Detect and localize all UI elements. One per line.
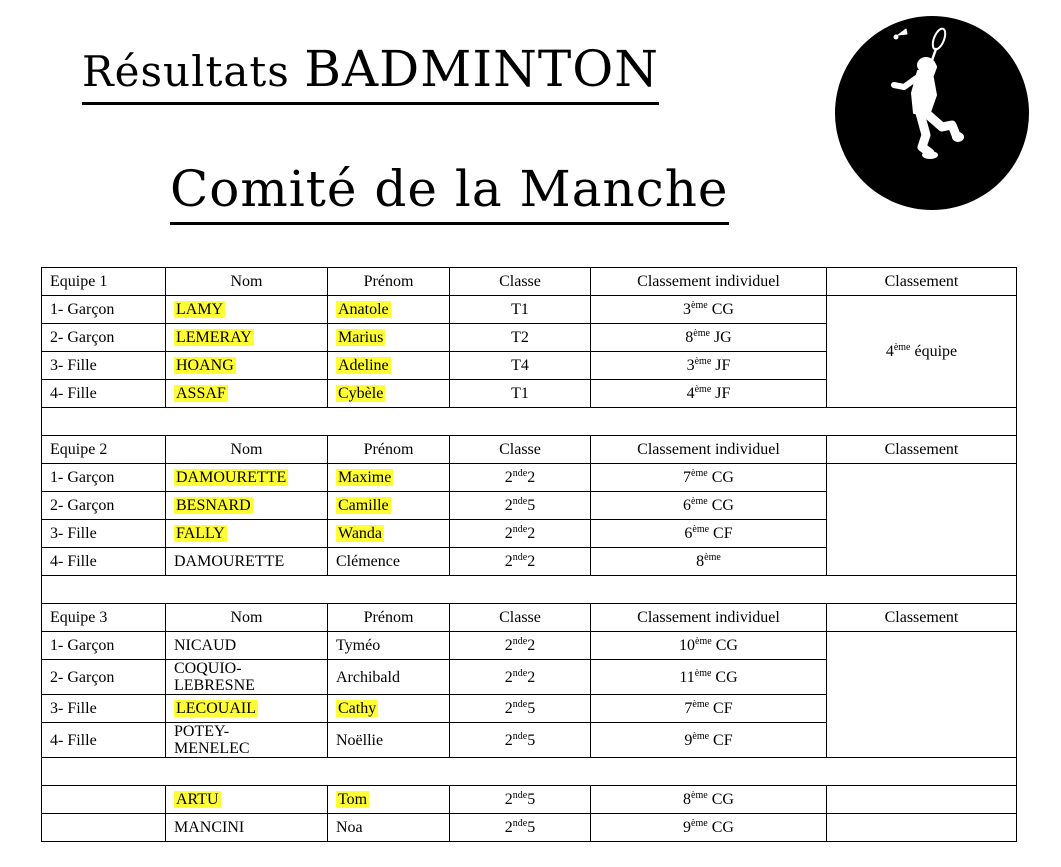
superscript: ème — [694, 356, 712, 367]
results-table — [41, 267, 1017, 842]
table-row — [42, 464, 1017, 492]
header-prenom: Prénom — [328, 268, 450, 296]
team-classement — [827, 814, 1017, 842]
player-classe: 2nde2 — [450, 632, 591, 660]
team-header-row — [42, 604, 1017, 632]
player-nom: POTEY- MENELEC — [166, 723, 328, 758]
highlight-mark: BESNARD — [176, 497, 251, 514]
player-prenom: Noa — [328, 814, 450, 842]
highlight-mark: Cybèle — [338, 385, 384, 402]
player-classement-individuel: 8ème CG — [591, 786, 827, 814]
player-role — [42, 814, 166, 842]
player-classe: 2nde2 — [450, 464, 591, 492]
player-classe: T4 — [450, 352, 591, 380]
highlight-mark: Maxime — [338, 469, 392, 486]
player-nom — [166, 786, 328, 814]
team-label: Equipe 1 — [42, 268, 166, 296]
player-role: 4- Fille — [42, 723, 166, 758]
player-classement-individuel: 7ème CF — [591, 695, 827, 723]
table-row — [42, 296, 1017, 324]
superscript: nde — [512, 818, 528, 829]
header-classement: Classement — [827, 268, 1017, 296]
header-classe: Classe — [450, 604, 591, 632]
player-nom: NICAUD — [166, 632, 328, 660]
player-classement-individuel: 6ème CG — [591, 492, 827, 520]
player-nom — [166, 380, 328, 408]
player-prenom — [328, 520, 450, 548]
team-classement — [827, 632, 1017, 758]
highlight-mark: FALLY — [176, 525, 225, 542]
player-classe: 2nde2 — [450, 548, 591, 576]
header-nom: Nom — [166, 604, 328, 632]
superscript: ème — [691, 818, 708, 829]
player-classement-individuel: 9ème CG — [591, 814, 827, 842]
player-classe: T1 — [450, 380, 591, 408]
player-prenom — [328, 492, 450, 520]
header-prenom: Prénom — [328, 604, 450, 632]
team-classement — [827, 786, 1017, 814]
player-nom: COQUIO- LEBRESNE — [166, 660, 328, 695]
subtitle-underline — [170, 222, 729, 225]
player-prenom: Clémence — [328, 548, 450, 576]
player-prenom — [328, 464, 450, 492]
table-row — [42, 814, 1017, 842]
superscript: nde — [512, 730, 528, 742]
team-label: Equipe 3 — [42, 604, 166, 632]
highlight-mark: LEMERAY — [176, 329, 252, 346]
highlight-mark: Tom — [338, 791, 368, 808]
header-individuel: Classement individuel — [591, 268, 827, 296]
player-prenom: Noëllie — [328, 723, 450, 758]
player-classe: 2nde5 — [450, 723, 591, 758]
player-prenom: Tyméo — [328, 632, 450, 660]
player-classement-individuel: 8ème — [591, 548, 827, 576]
player-nom — [166, 324, 328, 352]
player-role: 4- Fille — [42, 548, 166, 576]
highlight-mark: LAMY — [176, 301, 224, 318]
superscript: ème — [691, 468, 708, 479]
table-row — [42, 632, 1017, 660]
title-underline — [82, 102, 659, 105]
header-nom: Nom — [166, 268, 328, 296]
player-nom — [166, 352, 328, 380]
player-nom — [166, 492, 328, 520]
superscript: nde — [512, 699, 528, 710]
superscript: nde — [512, 524, 528, 535]
superscript: ème — [695, 636, 712, 647]
results-body — [42, 268, 1017, 842]
player-role: 2- Garçon — [42, 324, 166, 352]
team-classement: 4ème équipe — [827, 296, 1017, 408]
player-classement-individuel: 9ème CF — [591, 723, 827, 758]
superscript: nde — [512, 552, 528, 563]
superscript: nde — [512, 468, 528, 479]
superscript: ème — [893, 342, 911, 353]
superscript: nde — [512, 496, 528, 507]
superscript: nde — [512, 636, 528, 647]
separator-cell — [42, 408, 1017, 436]
highlight-mark: Cathy — [338, 700, 377, 717]
superscript: ème — [692, 524, 710, 535]
highlight-mark: HOANG — [176, 357, 234, 374]
superscript: ème — [694, 667, 712, 679]
player-role: 1- Garçon — [42, 464, 166, 492]
player-classement-individuel: 8ème JG — [591, 324, 827, 352]
superscript: ème — [692, 730, 710, 742]
player-classe: 2nde5 — [450, 786, 591, 814]
highlight-mark: DAMOURETTE — [176, 469, 287, 486]
team-label: Equipe 2 — [42, 436, 166, 464]
player-classement-individuel: 10ème CG — [591, 632, 827, 660]
team-header-row — [42, 436, 1017, 464]
superscript: ème — [692, 699, 710, 710]
header-classement: Classement — [827, 604, 1017, 632]
player-nom — [166, 296, 328, 324]
player-classement-individuel: 4ème JF — [591, 380, 827, 408]
highlight-mark: ARTU — [176, 791, 219, 808]
player-classement-individuel: 7ème CG — [591, 464, 827, 492]
player-nom — [166, 464, 328, 492]
player-prenom — [328, 380, 450, 408]
highlight-mark: Camille — [338, 497, 389, 514]
player-classement-individuel: 6ème CF — [591, 520, 827, 548]
player-role: 3- Fille — [42, 695, 166, 723]
highlight-mark: ASSAF — [176, 385, 226, 402]
player-prenom — [328, 352, 450, 380]
player-prenom — [328, 695, 450, 723]
superscript: nde — [512, 790, 528, 801]
player-role: 3- Fille — [42, 520, 166, 548]
superscript: ème — [693, 328, 710, 339]
player-role: 2- Garçon — [42, 660, 166, 695]
header-individuel: Classement individuel — [591, 604, 827, 632]
player-classement-individuel: 3ème JF — [591, 352, 827, 380]
superscript: ème — [691, 790, 708, 801]
separator-cell — [42, 758, 1017, 786]
separator-row — [42, 576, 1017, 604]
team-header-row — [42, 268, 1017, 296]
player-role: 3- Fille — [42, 352, 166, 380]
player-classe: 2nde5 — [450, 695, 591, 723]
separator-cell — [42, 576, 1017, 604]
superscript: ème — [691, 300, 708, 311]
header-classe: Classe — [450, 436, 591, 464]
player-prenom — [328, 324, 450, 352]
player-classe: 2nde2 — [450, 520, 591, 548]
player-prenom — [328, 296, 450, 324]
player-classement-individuel: 3ème CG — [591, 296, 827, 324]
player-classe: T2 — [450, 324, 591, 352]
page-subtitle — [170, 160, 729, 225]
player-role: 1- Garçon — [42, 296, 166, 324]
table-row — [42, 786, 1017, 814]
highlight-mark: Wanda — [338, 525, 383, 542]
player-nom — [166, 520, 328, 548]
superscript: ème — [694, 384, 712, 395]
page-title — [82, 40, 659, 105]
header-nom: Nom — [166, 436, 328, 464]
player-role: 1- Garçon — [42, 632, 166, 660]
player-role — [42, 786, 166, 814]
superscript: ème — [704, 552, 721, 563]
superscript: ème — [691, 496, 708, 507]
highlight-mark: LECOUAIL — [176, 700, 256, 717]
player-classe: 2nde5 — [450, 814, 591, 842]
player-prenom — [328, 786, 450, 814]
player-role: 2- Garçon — [42, 492, 166, 520]
highlight-mark: Adeline — [338, 357, 389, 374]
player-nom: MANCINI — [166, 814, 328, 842]
player-classe: T1 — [450, 296, 591, 324]
header-classement: Classement — [827, 436, 1017, 464]
header-individuel: Classement individuel — [591, 436, 827, 464]
page-title-text: Résultats BADMINTON — [82, 40, 659, 98]
player-nom: DAMOURETTE — [166, 548, 328, 576]
player-prenom: Archibald — [328, 660, 450, 695]
player-classe: 2nde5 — [450, 492, 591, 520]
player-classe: 2nde2 — [450, 660, 591, 695]
player-classement-individuel: 11ème CG — [591, 660, 827, 695]
badminton-player-logo-icon — [834, 15, 1030, 211]
page-subtitle-text: Comité de la Manche — [170, 160, 729, 218]
superscript: nde — [512, 667, 528, 679]
highlight-mark: Marius — [338, 329, 384, 346]
header-classe: Classe — [450, 268, 591, 296]
separator-row — [42, 758, 1017, 786]
separator-row — [42, 408, 1017, 436]
team-classement — [827, 464, 1017, 576]
player-nom — [166, 695, 328, 723]
highlight-mark: Anatole — [338, 301, 389, 318]
player-role: 4- Fille — [42, 380, 166, 408]
header-prenom: Prénom — [328, 436, 450, 464]
